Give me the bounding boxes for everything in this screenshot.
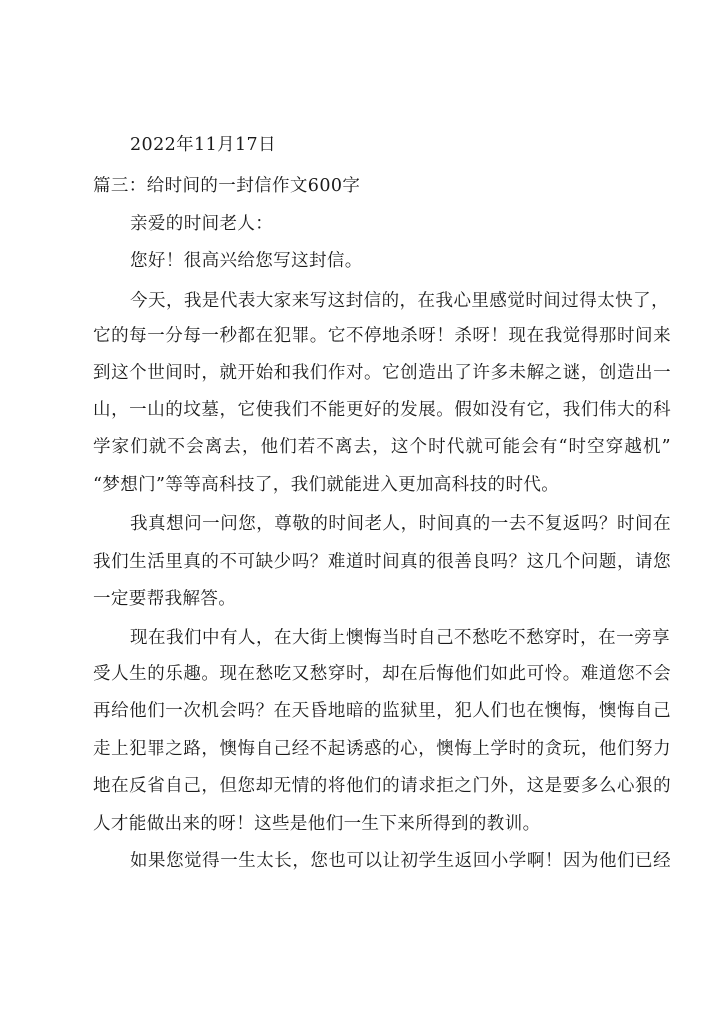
paragraph-1-line-4: 山，一山的坟墓，它使我们不能更好的发展。假如没有它，我们伟大的科 [93, 400, 671, 420]
essay-heading: 篇三：给时间的一封信作文600字 [93, 176, 361, 196]
paragraph-3-line-2: 受人生的乐趣。现在愁吃又愁穿时，却在后悔他们如此可怜。难道您不会 [93, 664, 671, 684]
paragraph-3-line-5: 地在反省自己，但您却无情的将他们的请求拒之门外，这是要多么心狠的 [93, 776, 671, 796]
paragraph-1-line-5: 学家们就不会离去，他们若不离去，这个时代就可能会有“时空穿越机” [93, 437, 671, 457]
paragraph-1-line-6: “梦想门”等等高科技了，我们就能进入更加高科技的时代。 [93, 475, 560, 495]
paragraph-1-line-3: 到这个世间时，就开始和我们作对。它创造出了许多未解之谜，创造出一 [93, 363, 671, 383]
paragraph-2-line-2: 我们生活里真的不可缺少吗？难道时间真的很善良吗？这几个问题，请您 [93, 552, 671, 572]
paragraph-3-line-1: 现在我们中有人，在大街上懊悔当时自己不愁吃不愁穿时，在一旁享 [130, 628, 670, 648]
paragraph-2-line-1: 我真想问一问您，尊敬的时间老人，时间真的一去不复返吗？时间在 [130, 514, 671, 534]
paragraph-4-line-1: 如果您觉得一生太长，您也可以让初学生返回小学啊！因为他们已经 [130, 851, 671, 871]
paragraph-2-line-3: 一定要帮我解答。 [93, 589, 237, 609]
paragraph-1-line-2: 它的每一分每一秒都在犯罪。它不停地杀呀！杀呀！现在我觉得那时间来 [93, 326, 671, 346]
paragraph-3-line-4: 走上犯罪之路，懊悔自己经不起诱惑的心，懊悔上学时的贪玩，他们努力 [93, 739, 671, 759]
paragraph-3-line-6: 人才能做出来的呀！这些是他们一生下来所得到的教训。 [93, 814, 541, 834]
paragraph-3-line-3: 再给他们一次机会吗？在天昏地暗的监狱里，犯人们也在懊悔，懊悔自己 [93, 701, 671, 721]
paragraph-1-line-1: 今天，我是代表大家来写这封信的，在我心里感觉时间过得太快了， [130, 291, 669, 311]
greeting: 您好！很高兴给您写这封信。 [130, 251, 363, 271]
date-line: 2022年11月17日 [130, 135, 276, 155]
salutation: 亲爱的时间老人： [130, 214, 274, 234]
